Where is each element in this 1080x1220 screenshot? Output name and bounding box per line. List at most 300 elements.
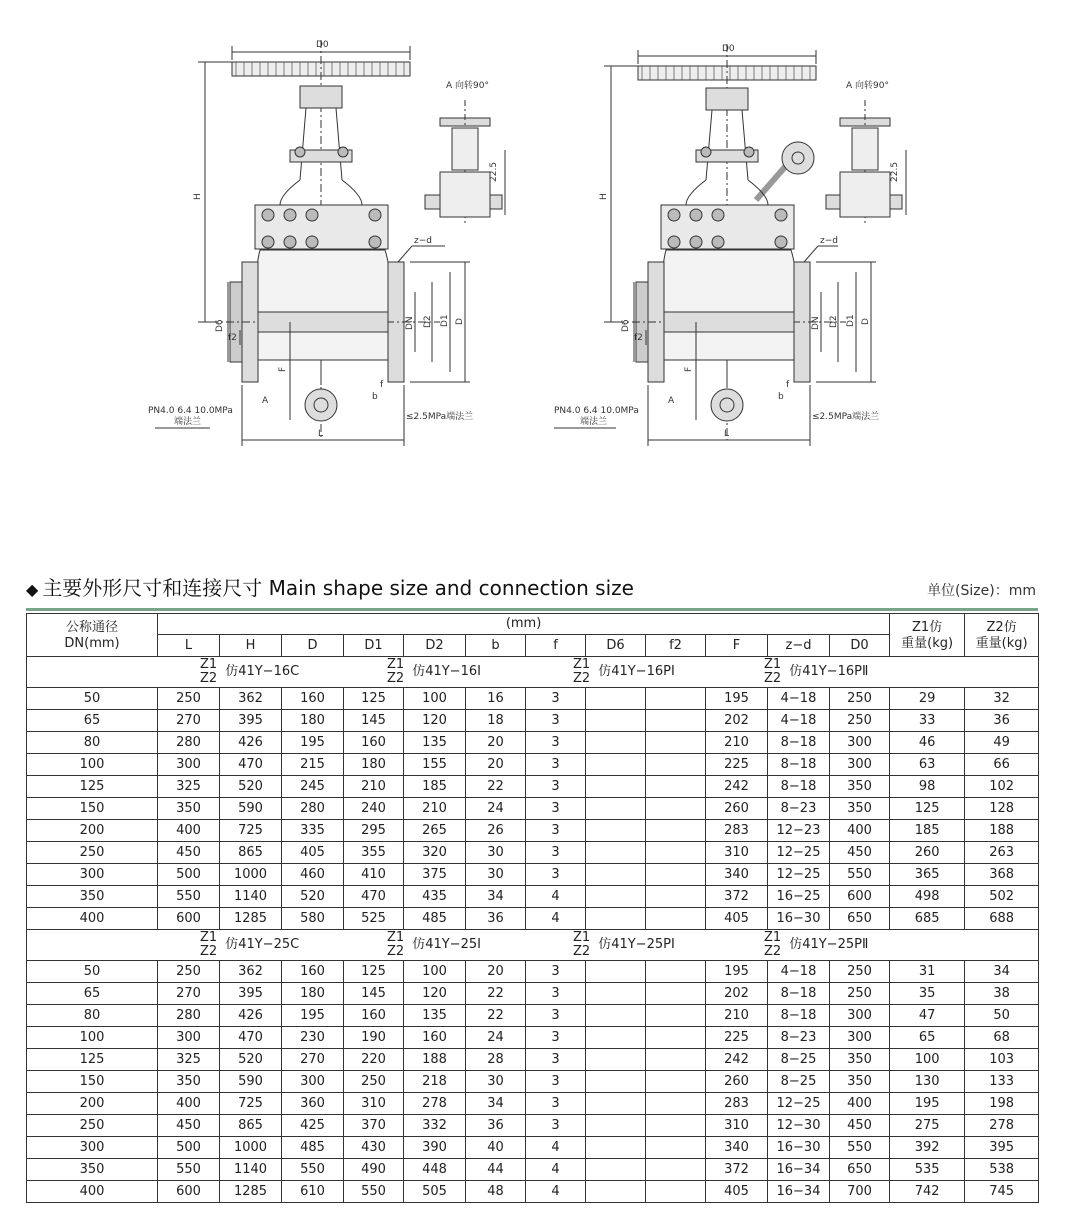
table-cell: 195	[706, 688, 768, 710]
table-row	[27, 1181, 1039, 1203]
section-title-text: 主要外形尺寸和连接尺寸 Main shape size and connection size	[42, 576, 634, 600]
table-cell: 460	[282, 864, 344, 886]
table-cell: 3	[526, 688, 586, 710]
table-cell: 410	[344, 864, 404, 886]
table-cell: 500	[158, 864, 220, 886]
dn-cell: 50	[27, 961, 158, 983]
table-cell: 100	[890, 1049, 965, 1071]
table-cell: 400	[158, 820, 220, 842]
table-cell: 865	[220, 1115, 282, 1137]
table-cell: 300	[158, 754, 220, 776]
table-cell: 325	[158, 776, 220, 798]
table-cell	[586, 1181, 646, 1203]
table-cell: 395	[220, 983, 282, 1005]
dn-cell: 125	[27, 776, 158, 798]
table-cell: 12−30	[768, 1115, 830, 1137]
table-cell: 160	[282, 688, 344, 710]
table-cell: 4−18	[768, 961, 830, 983]
table-cell	[646, 983, 706, 1005]
table-cell: 300	[830, 754, 890, 776]
table-cell: 210	[706, 732, 768, 754]
table-cell: 26	[466, 820, 526, 842]
z1-z2-stack	[573, 658, 590, 686]
table-cell	[646, 1115, 706, 1137]
table-cell: 16	[466, 688, 526, 710]
table-cell: 198	[965, 1093, 1039, 1115]
table-cell: 24	[466, 1027, 526, 1049]
table-cell: 362	[220, 688, 282, 710]
table-cell: 103	[965, 1049, 1039, 1071]
table-cell: 8−18	[768, 983, 830, 1005]
table-cell	[586, 688, 646, 710]
table-cell: 300	[158, 1027, 220, 1049]
table-cell: 426	[220, 1005, 282, 1027]
label-22-5: 22.5	[489, 161, 499, 182]
section-title	[26, 572, 634, 601]
table-cell: 8−23	[768, 798, 830, 820]
z2-label: Z2	[200, 671, 218, 686]
table-cell: 3	[526, 776, 586, 798]
table-cell: 34	[466, 1093, 526, 1115]
table-cell: 250	[158, 688, 220, 710]
table-cell	[586, 776, 646, 798]
table-cell: 300	[830, 732, 890, 754]
z1-label: Z1	[573, 930, 591, 945]
table-cell: 125	[344, 961, 404, 983]
model-name: 仿41Y−16PI	[598, 664, 675, 679]
table-cell	[586, 798, 646, 820]
table-cell	[646, 798, 706, 820]
table-cell	[586, 842, 646, 864]
table-cell: 450	[830, 842, 890, 864]
table-cell: 520	[282, 886, 344, 908]
label-a: A	[668, 396, 675, 406]
table-row	[27, 908, 1039, 930]
table-row	[27, 864, 1039, 886]
table-cell: 36	[466, 1115, 526, 1137]
z2-label: Z2	[387, 671, 405, 686]
table-cell: 260	[706, 798, 768, 820]
model-label	[200, 658, 299, 686]
table-cell: 8−18	[768, 1005, 830, 1027]
table-cell	[586, 1115, 646, 1137]
z2-label: Z2	[573, 944, 591, 959]
table-cell: 395	[965, 1137, 1039, 1159]
label-f2: f2	[634, 333, 643, 343]
dn-header-line-1: 公称通径	[65, 620, 118, 635]
table-cell	[646, 1027, 706, 1049]
table-row	[27, 886, 1039, 908]
dn-cell: 300	[27, 864, 158, 886]
table-row	[27, 1115, 1039, 1137]
z1-z2-stack	[764, 658, 781, 686]
table-cell: 3	[526, 864, 586, 886]
label-a-view: A 向转90°	[446, 81, 489, 91]
label-l: L	[318, 429, 324, 439]
table-cell: 320	[404, 842, 466, 864]
table-row	[27, 1049, 1039, 1071]
table-cell: 16−30	[768, 908, 830, 930]
table-cell: 202	[706, 710, 768, 732]
table-cell: 500	[158, 1137, 220, 1159]
table-cell	[646, 864, 706, 886]
table-cell: 430	[344, 1137, 404, 1159]
column-header: L	[158, 635, 220, 657]
table-cell	[586, 864, 646, 886]
table-cell: 35	[890, 983, 965, 1005]
table-cell: 520	[220, 1049, 282, 1071]
table-cell: 3	[526, 961, 586, 983]
z1-weight-header	[890, 614, 965, 657]
model-name: 仿41Y−16C	[225, 664, 300, 679]
table-cell: 16−34	[768, 1181, 830, 1203]
table-cell: 435	[404, 886, 466, 908]
table-cell: 310	[706, 1115, 768, 1137]
table-cell: 405	[706, 908, 768, 930]
dn-cell: 65	[27, 710, 158, 732]
model-name: 仿41Y−16I	[412, 664, 481, 679]
table-cell	[646, 1005, 706, 1027]
table-cell: 33	[890, 710, 965, 732]
section-header	[26, 568, 1038, 612]
table-cell: 498	[890, 886, 965, 908]
table-cell: 48	[466, 1181, 526, 1203]
table-cell: 16−34	[768, 1159, 830, 1181]
table-cell: 240	[344, 798, 404, 820]
table-cell: 520	[220, 776, 282, 798]
table-cell: 180	[344, 754, 404, 776]
table-cell: 210	[706, 1005, 768, 1027]
table-cell: 133	[965, 1071, 1039, 1093]
label-pn-note-2: 端法兰	[174, 417, 202, 427]
dn-cell: 65	[27, 983, 158, 1005]
table-cell: 335	[282, 820, 344, 842]
table-cell: 12−25	[768, 1093, 830, 1115]
table-cell: 36	[466, 908, 526, 930]
table-cell	[586, 1049, 646, 1071]
table-cell: 130	[890, 1071, 965, 1093]
dn-cell: 100	[27, 754, 158, 776]
table-cell: 195	[282, 1005, 344, 1027]
column-header: b	[466, 635, 526, 657]
table-cell: 700	[830, 1181, 890, 1203]
table-cell: 283	[706, 820, 768, 842]
table-cell: 3	[526, 1049, 586, 1071]
table-cell: 550	[344, 1181, 404, 1203]
table-cell: 225	[706, 1027, 768, 1049]
table-cell: 375	[404, 864, 466, 886]
table-cell: 155	[404, 754, 466, 776]
dn-cell: 150	[27, 798, 158, 820]
table-cell: 283	[706, 1093, 768, 1115]
table-cell: 4	[526, 1137, 586, 1159]
table-cell: 450	[158, 842, 220, 864]
table-cell: 250	[830, 710, 890, 732]
table-cell	[646, 776, 706, 798]
table-cell: 8−18	[768, 732, 830, 754]
table-cell: 600	[158, 908, 220, 930]
table-cell: 4−18	[768, 710, 830, 732]
label-l: L	[724, 429, 730, 439]
table-cell	[586, 983, 646, 1005]
z1-z2-stack	[764, 931, 781, 959]
table-cell: 278	[965, 1115, 1039, 1137]
table-cell: 20	[466, 961, 526, 983]
label-h: H	[193, 193, 203, 200]
table-cell: 242	[706, 776, 768, 798]
label-d6: D6	[621, 319, 631, 332]
table-cell: 20	[466, 732, 526, 754]
label-f-cap: F	[684, 366, 694, 372]
table-cell	[586, 886, 646, 908]
column-header: f2	[646, 635, 706, 657]
table-cell	[646, 1181, 706, 1203]
table-row	[27, 798, 1039, 820]
table-row	[27, 1027, 1039, 1049]
column-header: f	[526, 635, 586, 657]
z2-weight-line-1: Z2仿	[986, 620, 1017, 635]
table-cell	[586, 1137, 646, 1159]
table-cell: 20	[466, 754, 526, 776]
z1-label: Z1	[764, 930, 782, 945]
table-cell: 362	[220, 961, 282, 983]
label-f2: f2	[228, 333, 237, 343]
label-b: b	[778, 392, 784, 402]
column-header: D6	[586, 635, 646, 657]
dn-cell: 250	[27, 842, 158, 864]
table-cell: 230	[282, 1027, 344, 1049]
model-label	[387, 658, 481, 686]
table-cell: 202	[706, 983, 768, 1005]
dn-cell: 80	[27, 1005, 158, 1027]
table-cell	[586, 710, 646, 732]
table-cell: 218	[404, 1071, 466, 1093]
table-cell: 30	[466, 842, 526, 864]
table-cell: 66	[965, 754, 1039, 776]
z1-label: Z1	[387, 657, 405, 672]
table-cell: 125	[344, 688, 404, 710]
table-cell: 350	[158, 1071, 220, 1093]
table-cell: 3	[526, 1071, 586, 1093]
table-cell: 65	[890, 1027, 965, 1049]
valve-drawings	[0, 0, 1080, 500]
column-header: H	[220, 635, 282, 657]
table-cell: 31	[890, 961, 965, 983]
table-cell: 350	[830, 776, 890, 798]
dn-header-line-2: DN(mm)	[64, 636, 120, 651]
table-cell: 270	[158, 710, 220, 732]
model-label	[764, 658, 868, 686]
table-row	[27, 710, 1039, 732]
table-cell: 8−23	[768, 1027, 830, 1049]
table-row	[27, 842, 1039, 864]
table-row	[27, 1137, 1039, 1159]
table-cell: 1000	[220, 1137, 282, 1159]
table-cell: 450	[158, 1115, 220, 1137]
table-cell: 275	[890, 1115, 965, 1137]
model-name: 仿41Y−25C	[225, 937, 300, 952]
table-cell: 865	[220, 842, 282, 864]
table-cell: 340	[706, 864, 768, 886]
table-cell: 44	[466, 1159, 526, 1181]
table-cell: 450	[830, 1115, 890, 1137]
table-cell: 22	[466, 776, 526, 798]
mm-header: (mm)	[158, 614, 890, 635]
table-cell: 49	[965, 732, 1039, 754]
table-row	[27, 1159, 1039, 1181]
z1-label: Z1	[387, 930, 405, 945]
table-cell: 32	[965, 688, 1039, 710]
table-cell: 280	[282, 798, 344, 820]
table-cell: 260	[706, 1071, 768, 1093]
table-cell: 4	[526, 1159, 586, 1181]
table-cell: 745	[965, 1181, 1039, 1203]
label-a: A	[262, 396, 269, 406]
table-cell: 580	[282, 908, 344, 930]
dimension-table	[26, 613, 1039, 1203]
label-d: D	[455, 318, 465, 325]
column-header: D0	[830, 635, 890, 657]
table-cell: 550	[830, 864, 890, 886]
table-cell: 135	[404, 732, 466, 754]
label-pn-note-1: PN4.0 6.4 10.0MPa	[554, 406, 639, 416]
table-cell	[586, 754, 646, 776]
table-cell: 16−30	[768, 1137, 830, 1159]
z1-label: Z1	[573, 657, 591, 672]
table-cell: 350	[158, 798, 220, 820]
table-cell: 1140	[220, 886, 282, 908]
table-cell: 210	[344, 776, 404, 798]
table-cell: 98	[890, 776, 965, 798]
table-cell	[586, 820, 646, 842]
table-cell: 30	[466, 1071, 526, 1093]
label-f: f	[786, 380, 790, 390]
table-cell: 160	[282, 961, 344, 983]
z2-weight-line-2: 重量(kg)	[975, 636, 1028, 651]
table-cell: 350	[830, 1071, 890, 1093]
table-cell: 425	[282, 1115, 344, 1137]
table-row	[27, 961, 1039, 983]
table-cell: 600	[158, 1181, 220, 1203]
table-cell: 310	[344, 1093, 404, 1115]
z1-z2-stack	[200, 658, 217, 686]
table-cell	[646, 732, 706, 754]
label-d2: D2	[423, 315, 433, 328]
table-cell: 280	[158, 1005, 220, 1027]
table-cell: 3	[526, 820, 586, 842]
table-cell: 1140	[220, 1159, 282, 1181]
table-cell: 550	[282, 1159, 344, 1181]
model-name: 仿41Y−25PI	[598, 937, 675, 952]
label-a-view: A 向转90°	[846, 81, 889, 91]
table-cell: 185	[890, 820, 965, 842]
header-row-1	[27, 614, 1039, 635]
table-cell	[586, 908, 646, 930]
table-cell: 34	[466, 886, 526, 908]
table-cell: 392	[890, 1137, 965, 1159]
label-d2: D2	[829, 315, 839, 328]
column-header: z−d	[768, 635, 830, 657]
table-cell: 3	[526, 1005, 586, 1027]
table-cell: 135	[404, 1005, 466, 1027]
z2-weight-header	[965, 614, 1039, 657]
table-cell: 300	[830, 1027, 890, 1049]
table-cell: 405	[282, 842, 344, 864]
table-cell: 8−25	[768, 1071, 830, 1093]
table-cell: 400	[158, 1093, 220, 1115]
table-cell: 160	[344, 732, 404, 754]
table-cell: 490	[344, 1159, 404, 1181]
table-cell: 245	[282, 776, 344, 798]
table-cell: 300	[282, 1071, 344, 1093]
table-cell: 47	[890, 1005, 965, 1027]
table-cell: 250	[830, 961, 890, 983]
table-cell: 538	[965, 1159, 1039, 1181]
table-cell: 210	[404, 798, 466, 820]
model-label	[573, 658, 675, 686]
z2-label: Z2	[200, 944, 218, 959]
label-d0: D0	[722, 44, 735, 54]
table-cell: 18	[466, 710, 526, 732]
table-cell: 3	[526, 710, 586, 732]
table-cell	[586, 1093, 646, 1115]
column-header: F	[706, 635, 768, 657]
table-cell: 485	[404, 908, 466, 930]
table-cell: 470	[220, 1027, 282, 1049]
z1-label: Z1	[764, 657, 782, 672]
green-divider	[26, 608, 1038, 611]
column-header: D1	[344, 635, 404, 657]
table-cell: 22	[466, 983, 526, 1005]
table-cell: 225	[706, 754, 768, 776]
diamond-bullet-icon: ◆	[26, 580, 39, 599]
table-cell: 36	[965, 710, 1039, 732]
table-cell: 1285	[220, 1181, 282, 1203]
table-cell: 3	[526, 983, 586, 1005]
table-cell: 12−25	[768, 864, 830, 886]
table-cell	[586, 732, 646, 754]
z1-label: Z1	[200, 657, 218, 672]
table-cell: 470	[220, 754, 282, 776]
model-label	[200, 931, 299, 959]
table-cell	[646, 842, 706, 864]
dn-cell: 400	[27, 1181, 158, 1203]
dn-cell: 80	[27, 732, 158, 754]
table-cell: 3	[526, 1093, 586, 1115]
z1-weight-line-2: 重量(kg)	[901, 636, 954, 651]
z2-label: Z2	[764, 944, 782, 959]
table-cell: 310	[706, 842, 768, 864]
z1-z2-stack	[387, 931, 404, 959]
table-cell: 160	[344, 1005, 404, 1027]
dn-cell: 350	[27, 886, 158, 908]
model-name: 仿41Y−16PⅡ	[789, 664, 869, 679]
table-cell: 368	[965, 864, 1039, 886]
table-cell: 250	[830, 688, 890, 710]
table-cell: 685	[890, 908, 965, 930]
table-cell: 120	[404, 710, 466, 732]
dn-cell: 100	[27, 1027, 158, 1049]
table-cell: 400	[830, 820, 890, 842]
table-cell: 102	[965, 776, 1039, 798]
table-cell: 265	[404, 820, 466, 842]
table-cell: 12−23	[768, 820, 830, 842]
label-f: f	[380, 380, 384, 390]
table-cell: 650	[830, 1159, 890, 1181]
table-cell: 120	[404, 983, 466, 1005]
table-cell: 3	[526, 1115, 586, 1137]
table-cell: 360	[282, 1093, 344, 1115]
